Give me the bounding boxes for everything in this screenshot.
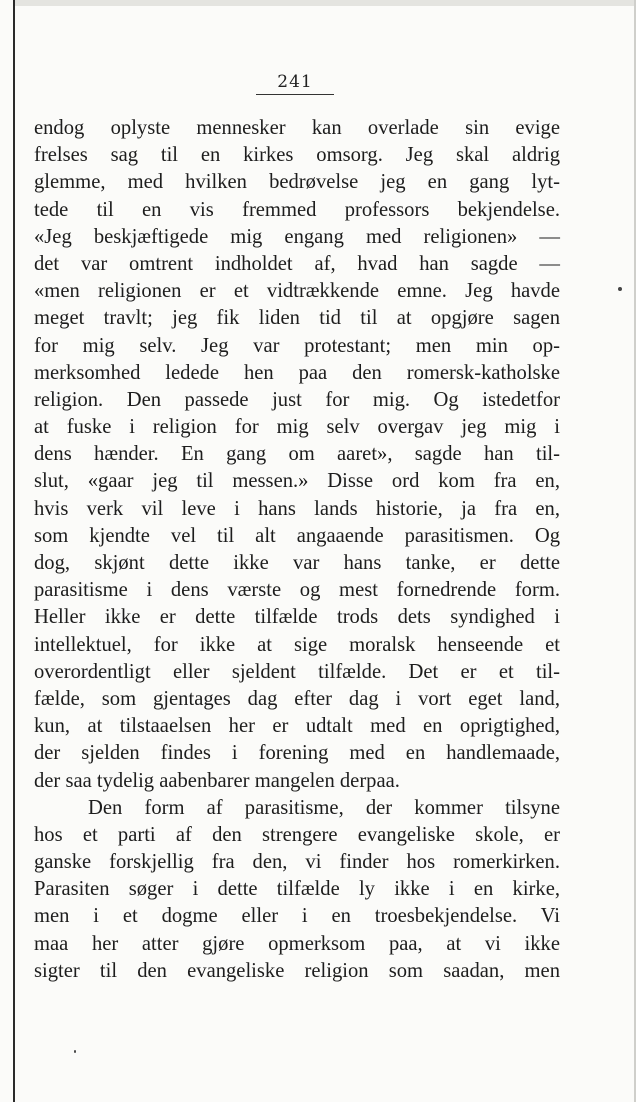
text-line: det var omtrent indholdet af, hvad han sagde — (34, 252, 560, 275)
text-line: kun, at tilstaaelsen her er udtalt med en oprigtighed, (34, 715, 560, 738)
text-line: fælde, som gjentages dag efter dag i vort eget land, (34, 687, 560, 710)
page-top-edge (13, 0, 636, 6)
text-line: endog oplyste mennesker kan overlade sin evige (34, 117, 560, 139)
text-line: glemme, med hvilken bedrøvelse jeg en gang lyt- (34, 171, 560, 194)
text-line: overordentligt eller sjeldent tilfælde. Det er et til- (34, 660, 560, 683)
text-line: merksomhed ledede hen paa den romersk-katholske (34, 361, 560, 384)
text-line: sigter til den evangeliske religion som saadan, men (34, 959, 560, 982)
text-line: som kjendte vel til alt angaaende parasitismen. Og (34, 524, 560, 547)
text-line: at fuske i religion for mig selv overgav jeg mig i (34, 416, 560, 439)
text-line: «men religionen er et vidtrækkende emne. Jeg havde (34, 280, 560, 303)
text-line: slut, «gaar jeg til messen.» Disse ord kom fra en, (34, 470, 560, 493)
text-line: men i et dogme eller i en troesbekjendelse. Vi (34, 905, 560, 928)
text-line: hvis verk vil leve i hans lands historie, ja fra en, (34, 497, 560, 520)
text-line: meget travlt; jeg fik liden tid til at opgjøre sagen (34, 307, 560, 330)
text-line: tede til en vis fremmed professors bekjendelse. (34, 198, 560, 221)
paper-speck (618, 287, 622, 291)
text-line: maa her atter gjøre opmerksom paa, at vi ikke (34, 932, 560, 955)
text-line: dens hænder. En gang om aaret», sagde han til- (34, 443, 560, 466)
text-line: «Jeg beskjæftigede mig engang med religionen» — (34, 225, 560, 248)
text-line: hos et parti af den strengere evangeliske skole, er (34, 823, 560, 846)
text-line: ganske forskjellig fra den, vi finder hos romerkirken. (34, 851, 560, 874)
page-left-edge (13, 0, 15, 1102)
page-number: 241 (277, 72, 313, 92)
text-line: der sjelden findes i forening med en handlemaade, (34, 742, 560, 765)
text-line: parasitisme i dens værste og mest fornedrende form. (34, 579, 560, 602)
text-line: religion. Den passede just for mig. Og istedetfor (34, 388, 560, 411)
body-text (34, 115, 560, 985)
text-line: dog, skjønt dette ikke var hans tanke, er dette (34, 552, 560, 574)
text-line: for mig selv. Jeg var protestant; men min op- (34, 334, 560, 357)
page-number-rule (256, 94, 334, 95)
paper-speck (74, 1050, 76, 1053)
text-line: frelses sag til en kirkes omsorg. Jeg skal aldrig (34, 144, 560, 167)
paragraph-start-line: Den form af parasitisme, der kommer tilsyne (88, 796, 560, 819)
paragraph-end-line: der saa tydelig aabenbarer mangelen derpaa. (34, 769, 400, 792)
text-line: intellektuel, for ikke at sige moralsk henseende et (34, 633, 560, 656)
text-line: Heller ikke er dette tilfælde trods dets syndighed i (34, 606, 560, 629)
text-line: Parasiten søger i dette tilfælde ly ikke i en kirke, (34, 878, 560, 901)
